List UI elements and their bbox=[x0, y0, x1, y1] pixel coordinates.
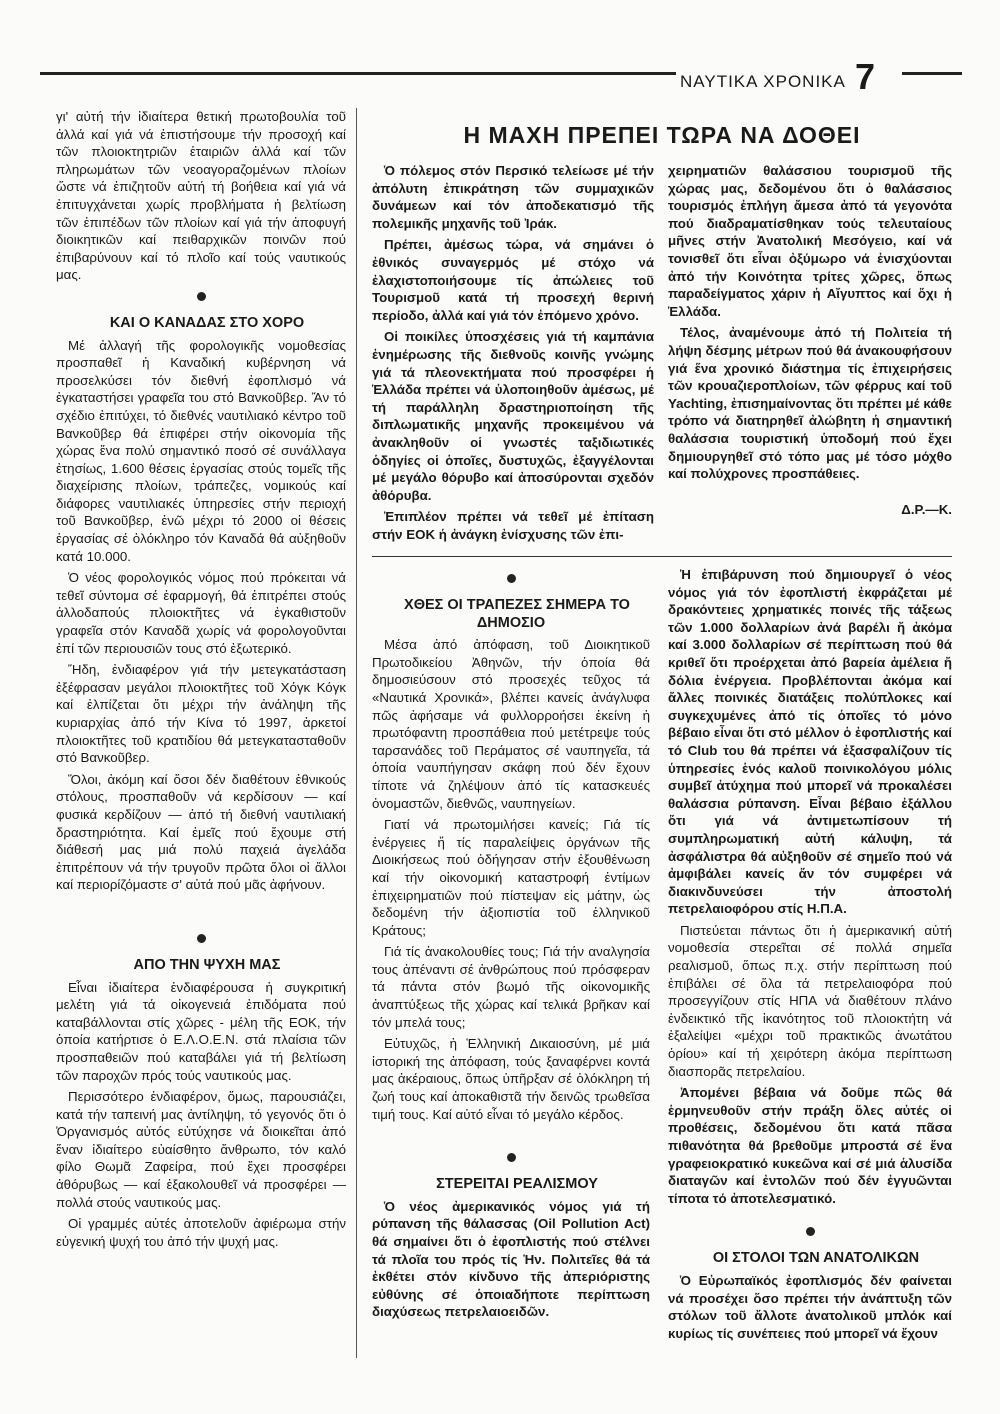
column-divider bbox=[356, 108, 357, 1358]
lead-bottom-rule bbox=[372, 556, 952, 557]
section-bullet bbox=[197, 934, 206, 943]
paragraph: Ὁ νέος φορολογικός νόμος πού πρόκειται νά τεθεῖ σύντομα σέ ἐφαρμογή, θά ἐπιτρέπει στούς ἀλλοδαπούς πλοιοκτῆτες νά ἐγκαθιστοῦν γραφεῖα στόν Καναδᾶ χωρίς νά φορολογοῦνται ἐπί τῶν περιουσιῶν τους στό ἐξωτερικό. bbox=[56, 570, 346, 656]
paragraph: Ὁ πόλεμος στόν Περσικό τελείωσε μέ τήν ἀπόλυτη ἐπικράτηση τῶν συμμαχικῶν δυνάμεων καί τόν ἀποδεκατισμό τῆς πολεμικῆς μηχανῆς τοῦ Ἰράκ. bbox=[372, 163, 654, 231]
paragraph: Γιά τίς ἀνακολουθίες τους; Γιά τήν αναλγησία τους ἀπέναντι σέ ἀνθρώπους πού πρόσφεραν τά πάντα στόν βωμό τῆς οἰκονομικῆς ἀναπτύξεως τῆς χώρας καί τελικά βρῆκαν καί τόν μπελά τους; bbox=[372, 944, 650, 1030]
paragraph: Τέλος, ἀναμένουμε ἀπό τή Πολιτεία τή λήψη δέσμης μέτρων πού θά ἀνακουφήσουν γιά ἕνα χρονικό διάστημα τίς ἐπιχειρήσεις τῶν κρουαζιεροπλοίων, τῶν φέρρυς καί τοῦ Yachting, ἐπισημαίνοντας ὅτι πρέπει μέ κάθε τρόπο νά διατηρηθεῖ ἀλώβητη ἡ σημαντική θαλάσσια τουριστική ὑποδομή πού ἔχει δημιουργηθεῖ στό τόπο μας μέ τόσο μόχθο καί πολύχρονες προσπάθειες. bbox=[668, 325, 952, 482]
paragraph: Ἐπιπλέον πρέπει νά τεθεῖ μέ ἐπίταση στήν ΕΟΚ ἡ ἀνάγκη ἐνίσχυσης τῶν ἐπι- bbox=[372, 509, 654, 542]
publication-name: ΝΑΥΤΙΚΑ ΧΡΟΝΙΚΑ bbox=[680, 72, 846, 91]
paragraph: Ἤδη, ἐνδιαφέρον γιά τήν μετεγκατάσταση ἐξέφρασαν μεγάλοι πλοιοκτῆτες τοῦ Χόγκ Κόγκ καί ἐλπίζεται ὅτι μέχρι τήν ἀνάληψη τῆς κυριαρχίας ἀπό τήν Κίνα τό 1997, ἀρκετοί πλοιοκτῆτες τοῦ κρατιδίου θά μετεγκατασταθοῦν στό Βανκοῦβερ. bbox=[56, 662, 346, 766]
masthead bbox=[650, 56, 950, 106]
column-3 bbox=[372, 566, 650, 1325]
paragraph: Ἡ ἐπιβάρυνση πού δημιουργεῖ ὁ νέος νόμος γιά τόν ἐφοπλιστή ἐκφράζεται μέ δρακόντειες χρηματικές ποινές τῆς τάξεως τῶν 1.000 δολλαρίων ἀνά βαρέλι ἤ ἀκόμα καί 3.000 δολλαρίων σέ περίπτωση πού θά κριθεῖ ὅτι προέρχεται ἀπό βαρεία ἀμέλεια ἤ δόλια ἐνέργεια. Προβλέπονται ἀκόμα καί ἄλλες ποινικές διατάξεις πολύπλοκες καί συγκεχυμένες ἀπό τίς ὁποῖες τό μόνο βέβαιο εἶναι ὅτι στό μέλλον ὁ ἐφοπλιστής καί τό Club του θά πρέπει νά ἐξασφαλίζουν τίς ὑπηρεσίες ἑνός καλοῦ ποινικολόγου μόλις συμβεῖ ἀτύχημα πού μπορεῖ νά προκαλέσει θαλάσσια ρύπανση. Εἶναι βέβαιο ἐξάλλου ὅτι γιά νά ἀντιμετωπίσουν τή συμπληρωματική αὐτή κάλυψη, τά ἀσφάλιστρα θά αὐξηθοῦν σέ σημεῖο πού νά ἀμφιβάλει κανείς ἄν τόν συμφέρει νά διακινδυνεύσει τήν ἀποστολή πετρελαιοφόρου στίς Η.Π.Α. bbox=[668, 567, 952, 917]
author-signature: Δ.Ρ.—Κ. bbox=[901, 501, 952, 517]
column-1 bbox=[56, 108, 346, 1254]
paragraph: Γιατί νά πρωτομιλήσει κανείς; Γιά τίς ἐνέργειες ἤ τίς παραλείψεις ὀργάνων τῆς Διοικήσεως πού ὁδήγησαν στήν ἐξουθένωση καί τήν οἰκονομική καταστροφή ἐντίμων ἐπιχειρηματιῶν πού πίστεψαν εἰς μάτην, ὡς δεδομένη τήν ἀξιοπιστία τοῦ ἑλληνικοῦ Κράτους; bbox=[372, 817, 650, 938]
paragraph: χειρηματιῶν θαλάσσιου τουρισμοῦ τῆς χώρας μας, δεδομένου ὅτι ὁ θαλάσσιος τουρισμός ἐπλήγη ἄμεσα ἀπό τά γεγονότα πού διαδραματίσθηκαν τούς τελευταίους μῆνες στήν Ἀνατολική Μεσόγειο, καί νά τονισθεῖ ὅτι εἶναι ὀξύμωρο νά ἐνισχύονται ἀπό τήν Κοινότητα τρίτες χῶρες, ὅπως παραδείγματος χάριν ἡ Αἴγυπτος καί ὄχι ἡ Ἑλλάδα. bbox=[668, 163, 952, 319]
paragraph: Μέ ἀλλαγή τῆς φορολογικῆς νομοθεσίας προσπαθεῖ ἡ Καναδική κυβέρνηση νά προσελκύσει τόν διεθνή ἐφοπλισμό νά ἐγκαταστήσει γραφεῖα του στό Βανκοῦβερ. Ἄν τό σχέδιο ἐπιτύχει, τό διεθνές ναυτιλιακό κέντρο τοῦ Βανκοῦβερ θά ἐπιφέρει στήν οἰκονομία τῆς χώρας ἕνα πολύ σημαντικό ποσό σέ συνάλλαγα ἐτησίως, 1.600 θέσεις ἐργασίας στούς τομεῖς τῆς διαχείρισης πλοίων, τράπεζες, νομικούς καί διάφορες ναυτιλιακές ὑπηρεσίες στήν περιοχή τοῦ Βανκοῦβερ, ἐνῶ μέχρι τό 2000 οἱ θέσεις ἐργασίας σέ ὁλόκληρο τόν Καναδά θά αὐξηθοῦν κατά 10.000. bbox=[56, 337, 346, 564]
paragraph: Ὅλοι, ἀκόμη καί ὅσοι δέν διαθέτουν ἐθνικούς στόλους, προσπαθοῦν νά κερδίσουν — καί φυσικά κερδίζουν — ἀπό τή διεθνή ναυτιλιακή δραστηριότητα. Καί ἐμεῖς πού ἔχουμε στή διάθεσή μας μιά πολύ παχειά ἀγελάδα ἐπιτρέπουν νά τήν τρυγοῦν πρῶτα ὅλοι οἱ ἄλλοι καί περιορίζόμαστε σ' αὐτά πού μᾶς ἀφήνουν. bbox=[56, 771, 346, 893]
lead-column-b bbox=[668, 162, 952, 522]
paragraph: Ἀπομένει βέβαια νά δοῦμε πῶς θά ἑρμηνευθοῦν στήν πράξη ὅλες αὐτές οἱ προθέσεις, δεδομένου ὅτι κατά πᾶσα πιθανότητα θά βρεθοῦμε μπροστά σέ ἕνα γραφειοκρατικό κυκεῶνα καί σέ μιά ἁλυσίδα διαταγῶν καί ἐντολῶν πού δέν ἐγγυῶνται τίποτα τό ἀποτελεσματικό. bbox=[668, 1085, 952, 1206]
paragraph: Περισσότερο ἐνδιαφέρον, ὅμως, παρουσιάζει, κατά τήν ταπεινή μας ἀντίληψη, τό γεγονός ὅτι ὁ Ὀργανισμός αὐτός εὐτύχησε νά διοικεῖται ἀπό ἕναν ἰδιαίτερο εὐαίσθητο ἄνθρωπο, τόν καλό φίλο Θωμᾶ Ζαφείρα, πού ἔχει προσφέρει ἀθόρυβως — καί ἐξακολουθεῖ νά προσφέρει — πολλά στούς ναυτικούς μας. bbox=[56, 1089, 346, 1210]
section-bullet bbox=[197, 292, 206, 301]
section-bullet bbox=[507, 574, 516, 583]
section-heading-banks: ΧΘΕΣ ΟΙ ΤΡΑΠΕΖΕΣ ΣΗΜΕΡΑ ΤΟ ΔΗΜΟΣΙΟ bbox=[404, 597, 630, 631]
intro-paragraph: γι' αὐτή τήν ἰδιαίτερα θετική πρωτοβουλία τοῦ ἀλλά καί γιά νά ἐπιστήσουμε τήν προσοχή καί τῶν πλοιοκτητριῶν ἑταιριῶν ἀλλά καί τῶν πληρωμάτων τῶν νεοαγοραζομένων πλοίων ὥστε νά ἐπιζητοῦν αὐτή τή βοήθεια καί γιά νά ἐπιτυγχάνεται χωρίς προβλήματα ἡ βελτίωση τῶν ἐπιπέδων τῶν πλοίων καί γιά τήν ἀποφυγή διοικητικῶν καί πειθαρχικῶν ποινῶν πού ἐπιβαρύνουν καί τό πλοῖο καί τούς ναυτικούς μας. bbox=[56, 109, 346, 283]
lead-column-a bbox=[372, 162, 654, 547]
paragraph: Οἱ ποικίλες ὑποσχέσεις γιά τή καμπάνια ἐνημέρωσης τῆς διεθνοῦς κοινῆς γνώμης γιά τά πλεονεκτήματα πού προσφέρει ἡ Ἑλλάδα πρέπει νά ὑλοποιηθοῦν ἀμέσως, μέ τή παράλληλη δραστηριοποίηση τῆς διπλωματικῆς μηχανῆς προκειμένου νά ἀνακληθοῦν οἱ γνωστές ταξιδιωτικές ὁδηγίες οἱ ὁποῖες, δυστυχῶς, ἐξαγγέλονται μέ μεγάλο θόρυβο καί ἀποσύρονται σχεδόν ἀθόρυβα. bbox=[372, 329, 654, 503]
paragraph: Εἶναι ἰδιαίτερα ἐνδιαφέρουσα ἡ συγκριτική μελέτη γιά τά οἰκογενειά ἐπιδόματα πού καταβάλλονται στίς χῶρες - μέλη τῆς ΕΟΚ, τήν ὁποία κατήρτισε ὁ Ε.Λ.Ο.Ε.Ν. στά πλαίσια τῶν προσπαθειῶν πού καταβάλει γιά τή βελτίωση τῶν παροχῶν πρός τούς ναυτικούς μας. bbox=[56, 979, 346, 1083]
section-bullet bbox=[507, 1153, 516, 1162]
section-heading-canada: ΚΑΙ Ο ΚΑΝΑΔΑΣ ΣΤΟ ΧΟΡΟ bbox=[109, 314, 305, 331]
paragraph: Οἱ γραμμές αὐτές ἀποτελοῦν ἀφιέρωμα στήν εὐγενική ψυχή του ἀπό τήν ψυχή μας. bbox=[56, 1216, 346, 1249]
section-bullet bbox=[806, 1227, 815, 1236]
section-heading-fleets: ΟΙ ΣΤΟΛΟΙ ΤΩΝ ΑΝΑΤΟΛΙΚΩΝ bbox=[712, 1250, 920, 1267]
page-number: 7 bbox=[855, 56, 876, 97]
section-heading-realism: ΣΤΕΡΕΙΤΑΙ ΡΕΑΛΙΣΜΟΥ bbox=[436, 1176, 598, 1193]
paragraph: Ὁ Εὐρωπαϊκός ἐφοπλισμός δέν φαίνεται νά προσέχει ὅσο πρέπει τήν ἀνάπτυξη τῶν στόλων τοῦ ἄλλοτε ἀνατολικοῦ μπλόκ καί κυρίως τίς συνέπειες πού μπορεῖ νά ἔχουν bbox=[668, 1272, 952, 1341]
column-4 bbox=[668, 566, 952, 1346]
paragraph: Μέσα ἀπό ἀπόφαση, τοῦ Διοικητικοῦ Πρωτοδικείου Ἀθηνῶν, τήν ὁποία θά δημοσιεύσουν στό προσεχές τεῦχος τά «Ναυτικά Χρονικά», βλέπει κανείς ἀνάγλυφα πῶς ἀφήσαμε νά φυλλορροήσει ἐκείνη ἡ πρωτόφαντη προσπάθεια πού μετέτρεψε τούς ταρσανάδες τοῦ Περάματος σέ ναυπηγεῖα, τά ὁποία ναυπήγησαν σκάφη πού δέν ἔχουν τίποτε νά ζηλέψουν ἀπό τίς κατασκευές ὀνομαστῶν, διεθνῶς, ναυπηγείων. bbox=[372, 637, 650, 811]
paragraph: Πρέπει, ἀμέσως τώρα, νά σημάνει ὁ ἐθνικός συναγερμός μέ στόχο νά ἐλαχιστοποιήσουμε τίς ἀπώλειες τοῦ Τουρισμοῦ κατά τή προσεχή θερινή περίοδο, ἀλλά καί γιά τόν ἐπόμενο χρόνο. bbox=[372, 237, 654, 323]
section-heading-psyche: ΑΠΟ ΤΗΝ ΨΥΧΗ ΜΑΣ bbox=[133, 956, 281, 973]
paragraph: Εὐτυχῶς, ἡ Ἑλληνική Δικαιοσύνη, μέ μιά ἱστορική της ἀπόφαση, τούς ξαναφέρνει κοντά μας ἀκέραιους, ὅπως ὑπῆρξαν σέ ὁλόκληρη τή ζωή τους καί ἀποκαθιστᾶ τήν δεινῶς τρωθεῖσα τιμή τους. Καί αὐτό εἶναι τό μεγάλο κέρδος. bbox=[372, 1036, 650, 1122]
header-rule-left bbox=[40, 72, 676, 75]
paragraph: Πιστεύεται πάντως ὅτι ἡ ἀμερικανική αὐτή νομοθεσία στερεῖται σέ πολλά σημεῖα ρεαλισμοῦ, ὅπως π.χ. στήν περίπτωση πού ἐπιβάλει σέ ὅλα τά πετρελαιοφόρα πού προσεγγίζουν στίς ΗΠΑ νά διαθέτουν πλάνο ἐνδεικτικό τῆς ἱκανότητος τοῦ πλοιοκτήτη νά ἐξαλείψει «μέχρι τοῦ πρακτικῶς ἀνωτάτου ὁρίου» καί τή χειρότερη ἀκόμα περίπτωση διασπορᾶς πετρελαίου. bbox=[668, 922, 952, 1079]
lead-article-title: Η ΜΑΧΗ ΠΡΕΠΕΙ ΤΩΡΑ ΝΑ ΔΟΘΕΙ bbox=[463, 122, 861, 148]
paragraph: Ὁ νέος ἀμερικανικός νόμος γιά τή ρύπανση τῆς θάλασσας (Oil Pollution Act) θά σημαίνει ὅτι ὁ ἐφοπλιστής πού στέλνει τά πλοῖα του πρός τίς Ἡν. Πολιτεῖες θά τά ἐκθέτει στόν κίνδυνο τῆς ἀπεριόριστης εὐθύνης σέ ὁποιαδήποτε περίπτωση διαχύσεως πετρελαιοειδῶν. bbox=[372, 1198, 650, 1320]
